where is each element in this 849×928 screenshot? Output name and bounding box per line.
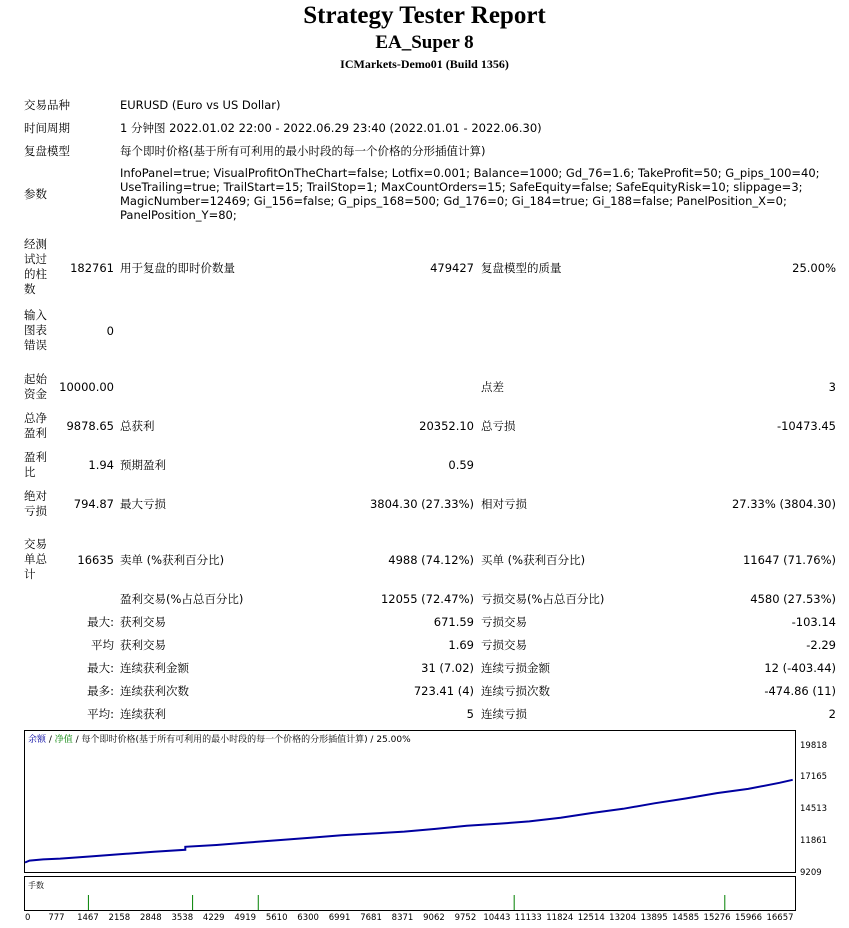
avg-profit-value: 1.69 (448, 638, 474, 652)
rel-dd-value: 27.33% (3804.30) (731, 497, 836, 511)
long-value: 11647 (71.76%) (742, 553, 836, 567)
x-tick-label: 5610 (265, 913, 288, 923)
x-tick-label: 0 (25, 913, 31, 923)
params-value: InfoPanel=true; VisualProfitOnTheChart=false; Lotfix=0.001; Balance=1000; Gd_76=1.6; TakeProfit=50; G_pips_100=40; UseTrailing=true; TrailStart=15; TrailStop=1; MaxCountOrders=15; SafeEquity=false; SafeEquityRisk=10; slippage=3; MagicNumber=12469; Gi_156=false; G_pips_168=500; Gd_176=0; Gi_184=true; Gi_188=false; PanelPosition_X=0; PanelPosition_Y=80; (120, 166, 820, 222)
y-tick-label: 17165 (800, 772, 828, 783)
errors-value: 0 (106, 324, 114, 338)
net-label: 总净盈利 (24, 411, 47, 440)
x-tick-label: 777 (48, 913, 65, 923)
legend-equity: 净值 (54, 735, 73, 745)
expected-value: 0.59 (448, 458, 474, 472)
errors-label: 输入图表错误 (24, 308, 47, 352)
loss-trades-label: 亏损交易(%占总百分比) (481, 592, 605, 606)
server-build: ICMarkets-Demo01 (Build 1356) (340, 57, 509, 71)
quality-value: 25.00% (792, 261, 836, 275)
gross-loss-value: -10473.45 (776, 419, 836, 433)
y-tick-label: 14513 (800, 804, 828, 815)
x-tick-label: 6991 (328, 913, 351, 923)
ticks-value: 479427 (430, 261, 474, 275)
x-tick-label: 2848 (140, 913, 162, 923)
x-tick-label: 7681 (360, 913, 382, 923)
legend-balance: 余额 (28, 735, 47, 745)
x-tick-label: 9062 (423, 913, 445, 923)
rel-dd-label: 相对亏损 (481, 497, 527, 511)
max-consec-losses-label: 连续亏损金额 (481, 661, 550, 675)
y-tick-label: 19818 (800, 741, 828, 751)
average-label: 平均 (91, 638, 114, 652)
x-tick-label: 3538 (171, 913, 194, 923)
maximal-label: 最多: (87, 684, 114, 698)
max-consec-losses-value: 12 (-403.44) (764, 661, 836, 675)
model-value: 每个即时价格(基于所有可利用的最小时段的每一个价格的分形插值计算) (120, 144, 486, 158)
spread-value: 3 (828, 380, 836, 394)
avg-consec-wins-value: 5 (466, 707, 474, 721)
largest-loss-value: -103.14 (791, 615, 836, 629)
trades-label: 交易单总计 (24, 537, 47, 581)
x-tick-label: 15966 (735, 913, 763, 923)
x-tick-label: 13895 (640, 913, 668, 923)
x-tick-label: 1467 (77, 913, 99, 923)
max-consec-wins-value: 31 (7.02) (421, 661, 474, 675)
period-label: 时间周期 (24, 121, 70, 135)
avg-consec-losses-value: 2 (828, 707, 836, 721)
deposit-label: 起始资金 (24, 372, 47, 401)
short-value: 4988 (74.12%) (388, 553, 474, 567)
largest-profit-label: 获利交易 (120, 615, 166, 629)
max-consec-wins-label: 连续获利金额 (120, 661, 189, 675)
ea-name: EA_Super 8 (375, 32, 474, 53)
legend-rest: / 每个即时价格(基于所有可利用的最小时段的每一个价格的分形插值计算) / 25.00% (72, 735, 411, 745)
volume-plot-frame (25, 877, 796, 911)
avg-profit-label: 获利交易 (120, 638, 166, 652)
report-title: Strategy Tester Report (303, 2, 546, 29)
x-tick-label: 4919 (234, 913, 257, 923)
profit-trades-value: 12055 (72.47%) (380, 592, 474, 606)
max-dd-label: 最大亏损 (120, 497, 166, 511)
avg-consec-losses-label: 连续亏损 (481, 707, 527, 721)
spread-label: 点差 (481, 380, 504, 394)
avg2-label: 平均: (87, 707, 114, 721)
x-tick-label: 13204 (609, 913, 637, 923)
x-tick-label: 12514 (577, 913, 605, 923)
x-tick-label: 2158 (108, 913, 131, 923)
max-dd-value: 3804.30 (27.33%) (369, 497, 474, 511)
maximal-consec-profit-value: 723.41 (4) (413, 684, 474, 698)
gross-profit-value: 20352.10 (419, 419, 474, 433)
largest-loss-label: 亏损交易 (481, 615, 527, 629)
x-tick-label: 4229 (202, 913, 225, 923)
net-value: 9878.65 (66, 419, 114, 433)
x-tick-label: 11133 (514, 913, 542, 923)
pf-value: 1.94 (88, 458, 114, 472)
x-tick-label: 14585 (672, 913, 700, 923)
short-label: 卖单 (%获利百分比) (120, 553, 225, 567)
avg-loss-value: -2.29 (806, 638, 836, 652)
chart-legend (28, 733, 411, 745)
deposit-value: 10000.00 (59, 380, 114, 394)
y-tick-label: 9209 (800, 868, 822, 878)
expected-label: 预期盈利 (120, 458, 166, 472)
x-tick-label: 16657 (766, 913, 794, 923)
pf-label: 盈利比 (24, 450, 47, 479)
bars-value: 182761 (70, 261, 114, 275)
legend-sep: / (46, 735, 55, 745)
profit-trades-label: 盈利交易(%占总百分比) (120, 592, 244, 606)
period-value: 1 分钟图 2022.01.02 22:00 - 2022.06.29 23:40 (2022.01.01 - 2022.06.30) (120, 121, 542, 135)
chart-plot-frame (25, 731, 796, 873)
maximal-consec-loss-value: -474.86 (11) (764, 684, 836, 698)
maximal-consec-loss-label: 连续亏损次数 (481, 684, 550, 698)
avg-consec-wins-label: 连续获利 (120, 707, 166, 721)
x-tick-label: 8371 (391, 913, 414, 923)
balance-chart (24, 730, 828, 923)
quality-label: 复盘模型的质量 (481, 261, 562, 275)
loss-trades-value: 4580 (27.53%) (750, 592, 836, 606)
x-tick-label: 15276 (703, 913, 731, 923)
largest-label: 最大: (87, 615, 114, 629)
trades-value: 16635 (77, 553, 114, 567)
y-tick-label: 11861 (800, 836, 828, 847)
abs-dd-value: 794.87 (73, 497, 114, 511)
ticks-label: 用于复盘的即时价数量 (120, 261, 235, 275)
avg-loss-label: 亏损交易 (481, 638, 527, 652)
gross-loss-label: 总亏损 (481, 419, 516, 433)
params-label: 参数 (24, 187, 47, 201)
gross-profit-label: 总获利 (120, 419, 155, 433)
largest-profit-value: 671.59 (433, 615, 474, 629)
symbol-value: EURUSD (Euro vs US Dollar) (120, 98, 281, 112)
max-label: 最大: (87, 661, 114, 675)
maximal-consec-profit-label: 连续获利次数 (120, 684, 189, 698)
x-tick-label: 6300 (297, 913, 319, 923)
long-label: 买单 (%获利百分比) (481, 553, 586, 567)
bars-label: 经测试过的柱数 (24, 237, 47, 296)
x-tick-label: 9752 (454, 913, 477, 923)
symbol-label: 交易品种 (24, 98, 70, 112)
x-tick-label: 11824 (546, 913, 574, 923)
x-tick-label: 10443 (483, 913, 511, 923)
abs-dd-label: 绝对亏损 (24, 489, 47, 518)
volume-label: 手数 (28, 881, 44, 890)
model-label: 复盘模型 (24, 144, 70, 158)
